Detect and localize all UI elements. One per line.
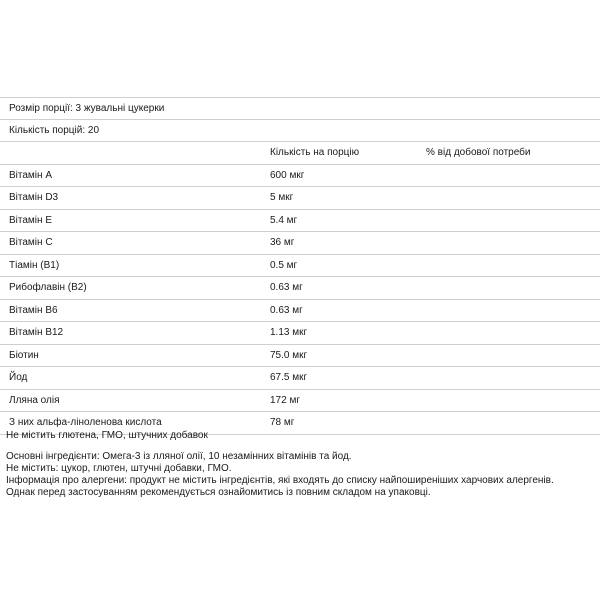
nutrient-amount: 5.4 мг: [270, 214, 298, 226]
table-header-row: [0, 142, 600, 165]
nutrient-row: [0, 390, 600, 413]
nutrient-row: [0, 345, 600, 368]
nutrient-name: Рибофлавін (В2): [9, 282, 87, 293]
nutrient-amount: 1.13 мкг: [270, 327, 308, 338]
serving-size-row: [0, 97, 600, 120]
daily-value-header: % від добової потреби: [426, 147, 531, 158]
nutrient-name: Біотин: [9, 349, 39, 361]
servings-text: Кількість порцій: 20: [9, 124, 100, 136]
nutrient-name: Вітамін В6: [9, 304, 58, 316]
nutrient-name: Тіамін (В1): [9, 259, 60, 271]
nutrient-row: [0, 277, 600, 300]
nutrient-row: [0, 187, 600, 210]
free-from-text: Не містить глютена, ГМО, штучних добавок: [6, 430, 208, 441]
advice-text: Однак перед застосуванням рекомендується ознайомитись із повним складом на упаковці.: [6, 487, 431, 498]
nutrient-amount: 0.63 мг: [270, 304, 303, 316]
nutrient-row: [0, 367, 600, 390]
nutrient-name: Вітамін С: [9, 237, 53, 248]
nutrient-row: [0, 322, 600, 345]
nutrient-row: [0, 255, 600, 278]
supplement-facts-table: [0, 97, 600, 435]
nutrient-row: [0, 210, 600, 233]
nutrient-row: [0, 300, 600, 323]
nutrient-name: Вітамін А: [9, 169, 52, 181]
amount-header: Кількість на порцію: [270, 147, 360, 158]
not-contains-text: Не містить: цукор, глютен, штучні добавки, ГМО.: [6, 463, 232, 474]
nutrient-amount: 75.0 мкг: [270, 349, 308, 361]
nutrient-name: Лляна олія: [9, 394, 60, 406]
nutrient-name: З них альфа-ліноленова кислота: [9, 417, 162, 428]
ingredients-text: Основні інгредієнти: Омега-3 із лляної олії, 10 незамінних вітамінів та йод.: [6, 451, 352, 462]
nutrient-name: Вітамін D3: [9, 192, 59, 203]
nutrient-name: Йод: [9, 372, 28, 383]
nutrient-row: [0, 232, 600, 255]
nutrient-amount: 600 мкг: [270, 169, 305, 181]
nutrient-name: Вітамін В12: [9, 327, 64, 338]
nutrient-name: Вітамін Е: [9, 214, 52, 226]
allergens-text: Інформація про алергени: продукт не містить інгредієнтів, які входять до списку найпоширеніших харчових алергенів.: [6, 475, 554, 486]
nutrient-amount: 36 мг: [270, 237, 295, 248]
serving-size-text: Розмір порції: 3 жувальні цукерки: [9, 103, 165, 114]
nutrient-amount: 67.5 мкг: [270, 372, 308, 383]
product-notes: [6, 430, 594, 499]
nutrient-amount: 0.63 мг: [270, 282, 303, 293]
servings-row: [0, 120, 600, 143]
nutrient-amount: 78 мг: [270, 417, 295, 428]
nutrient-amount: 0.5 мг: [270, 259, 298, 271]
nutrient-amount: 5 мкг: [270, 192, 294, 203]
nutrient-amount: 172 мг: [270, 394, 300, 406]
nutrient-row: [0, 165, 600, 188]
